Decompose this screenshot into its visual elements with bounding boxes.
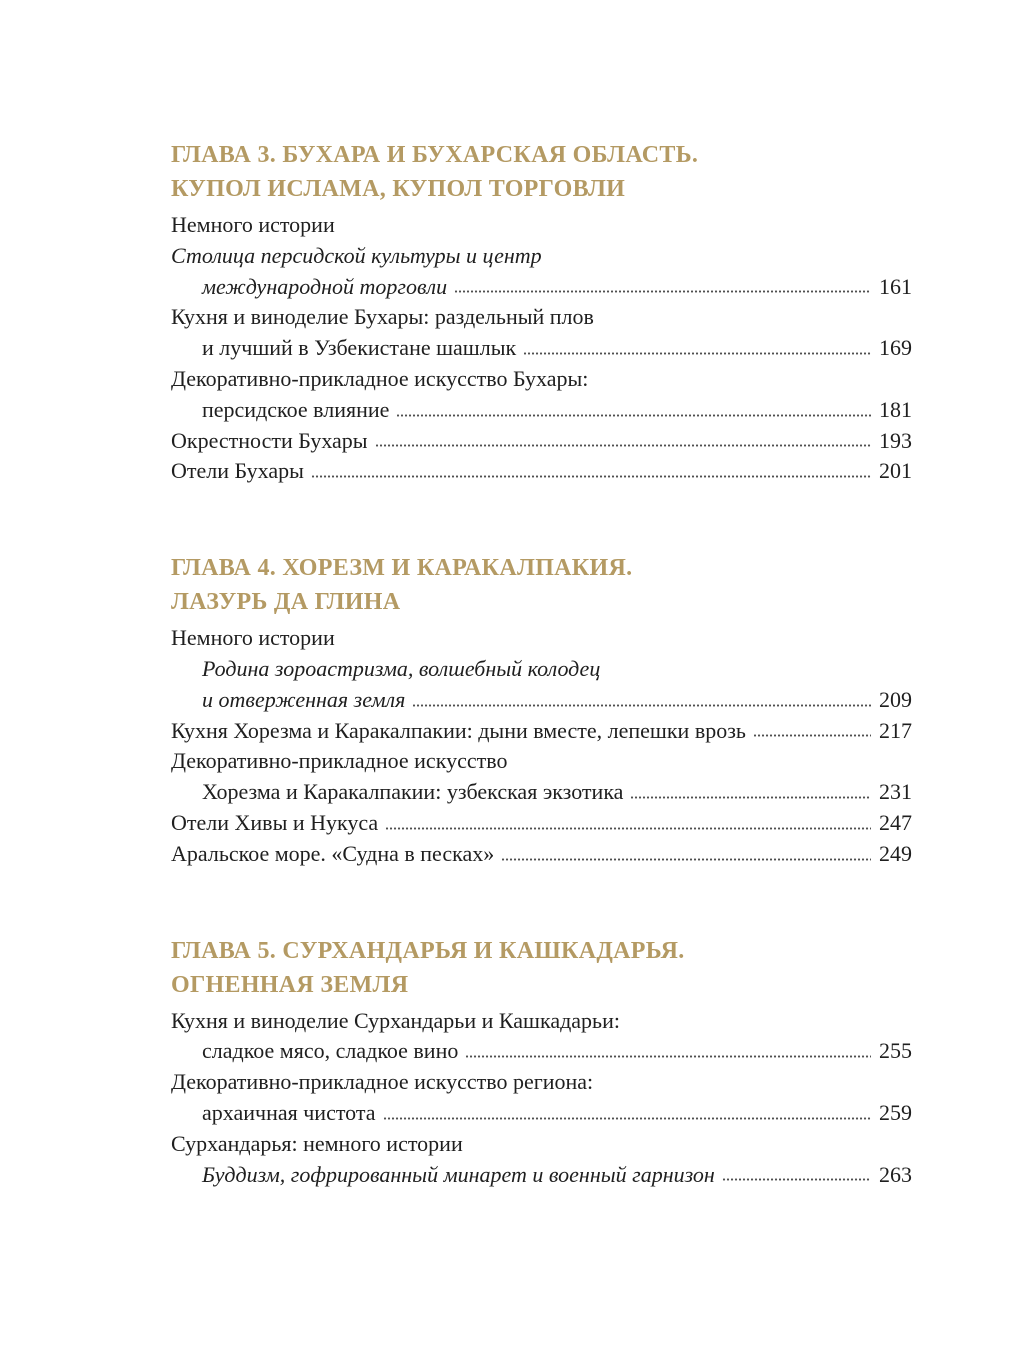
chapter-heading-line: ГЛАВА 4. ХОРЕЗМ И КАРАКАЛПАКИЯ. (171, 555, 633, 582)
toc-entry-line (171, 808, 912, 839)
chapter-heading-line: КУПОЛ ИСЛАМА, КУПОЛ ТОРГОВЛИ (171, 176, 626, 202)
toc-entry-line (171, 364, 912, 395)
toc-entry-text: и лучший в Узбекистане шашлык (202, 335, 517, 361)
toc-entry-text: архаичная чистота (202, 1099, 376, 1125)
toc-entry-text: Кухня Хорезма и Каракалпакии: дыни вместе, лепешки врозь (171, 717, 746, 743)
toc-entry-line (171, 210, 912, 241)
dotted-leader (376, 444, 871, 447)
toc-entry-line (171, 623, 912, 654)
toc-entry-text: сладкое мясо, сладкое вино (202, 1038, 459, 1064)
toc-entry-line (171, 716, 912, 747)
toc-entry-line (171, 1098, 912, 1129)
toc-entry-text: и отверженная земля (202, 686, 406, 712)
chapter-heading-line: ОГНЕННАЯ ЗЕМЛЯ (171, 971, 409, 998)
chapter-heading (171, 551, 912, 619)
toc-entry-text: Кухня и виноделие Сурхандарьи и Кашкадарьи: (171, 1007, 620, 1033)
toc-section (171, 551, 912, 869)
toc-section (171, 934, 912, 1191)
toc-entry-line (171, 746, 912, 777)
toc-entry-text: Аральское море. «Судна в песках» (171, 840, 495, 866)
toc-entry-text: Отели Хивы и Нукуса (171, 809, 379, 835)
dotted-leader (455, 290, 871, 293)
dotted-leader (723, 1178, 871, 1181)
dotted-leader (312, 475, 871, 478)
toc-entry-text: Окрестности Бухары (171, 427, 368, 453)
dotted-leader (386, 827, 871, 830)
toc-entry-text: Декоративно-прикладное искусство (171, 748, 508, 774)
page-number: 263 (879, 1161, 912, 1187)
dotted-leader (754, 734, 871, 737)
page-number: 209 (879, 686, 912, 712)
toc-entry-line (171, 685, 912, 716)
toc-entry-text: Кухня и виноделие Бухары: раздельный плов (171, 304, 594, 330)
toc-entry-line (171, 1160, 912, 1191)
chapter-heading-line: ГЛАВА 5. СУРХАНДАРЬЯ И КАШКАДАРЬЯ. (171, 937, 685, 964)
toc-entry-line (171, 839, 912, 870)
page-number: 259 (879, 1099, 912, 1125)
toc-entry-text: международной торговли (202, 273, 448, 299)
toc-entry-line (171, 272, 912, 303)
toc-entry-text: Немного истории (171, 625, 335, 651)
dotted-leader (502, 858, 871, 861)
page-number: 231 (879, 779, 912, 805)
toc-sections (171, 138, 912, 1190)
toc-entry-line (171, 1006, 912, 1037)
toc-entries (171, 1006, 912, 1191)
toc-entry-text: Декоративно-прикладное искусство Бухары: (171, 365, 589, 391)
dotted-leader (524, 352, 871, 355)
page-number: 181 (879, 396, 912, 422)
toc-entry-text: персидское влияние (202, 396, 390, 422)
page-number: 201 (879, 458, 912, 484)
toc-entry-line (171, 395, 912, 426)
dotted-leader (413, 704, 871, 707)
page-number: 255 (879, 1038, 912, 1064)
page-number: 193 (879, 427, 912, 453)
dotted-leader (466, 1055, 871, 1058)
toc-entry-line (171, 241, 912, 272)
toc-entry-text: Сурхандарья: немного истории (171, 1130, 463, 1156)
toc-entry-line (171, 777, 912, 808)
toc-entry-line (171, 1067, 912, 1098)
page-number: 161 (879, 273, 912, 299)
dotted-leader (397, 414, 871, 417)
toc-entry-line (171, 1036, 912, 1067)
toc-entries (171, 623, 912, 869)
toc-entry-text: Столица персидской культуры и центр (171, 242, 542, 268)
toc-entry-line (171, 654, 912, 685)
chapter-heading (171, 934, 912, 1002)
toc-entry-text: Немного истории (171, 212, 335, 237)
page-number: 217 (879, 717, 912, 743)
chapter-heading (171, 138, 912, 206)
dotted-leader (631, 796, 871, 799)
toc-entry-line (171, 456, 912, 487)
page-number: 169 (879, 335, 912, 361)
dotted-leader (384, 1117, 871, 1120)
toc-entries (171, 210, 912, 487)
toc-entry-text: Отели Бухары (171, 458, 304, 484)
toc-entry-line (171, 302, 912, 333)
toc-entry-text: Родина зороастризма, волшебный колодец (202, 655, 601, 681)
toc-section (171, 138, 912, 487)
toc-entry-line (171, 333, 912, 364)
chapter-heading-line: ГЛАВА 3. БУХАРА И БУХАРСКАЯ ОБЛАСТЬ. (171, 142, 699, 168)
page-number: 247 (879, 809, 912, 835)
chapter-heading-line: ЛАЗУРЬ ДА ГЛИНА (171, 589, 401, 616)
toc-entry-line (171, 426, 912, 457)
toc-entry-text: Декоративно-прикладное искусство региона: (171, 1069, 594, 1095)
toc-entry-text: Буддизм, гофрированный минарет и военный гарнизон (202, 1161, 715, 1187)
toc-entry-line (171, 1129, 912, 1160)
toc-entry-text: Хорезма и Каракалпакии: узбекская экзотика (202, 779, 624, 805)
page-number: 249 (879, 840, 912, 866)
